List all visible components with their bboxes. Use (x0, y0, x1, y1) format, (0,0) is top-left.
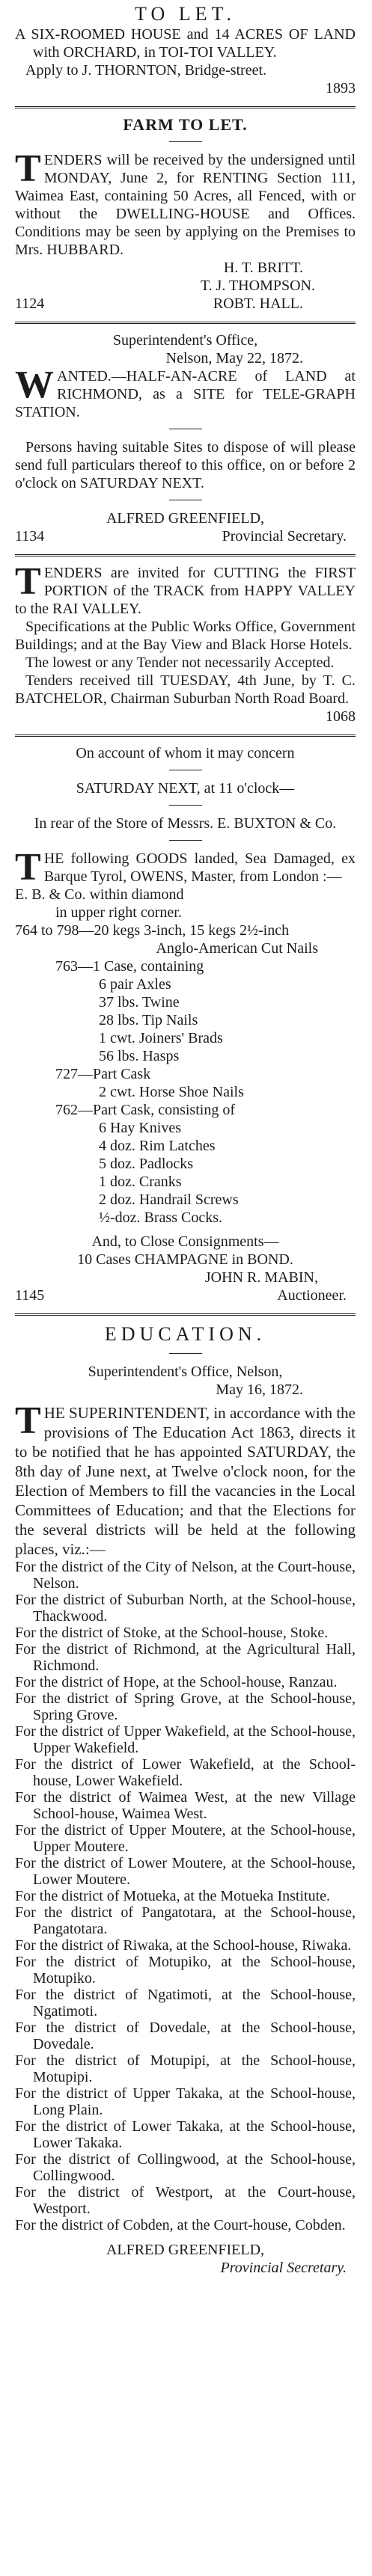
education-body: THE SUPERINTENDENT, in accordance with the provisions of The Education Act 1863, directs it to be notified that he has appointed SATURDAY, the 8th day of June next, at Twelve o'clock noon, for the Election of Members to fill the vacancies in the Local Committees of Education; and that the Elections for the several districts will be held at the following places, viz.:— (15, 1399, 356, 1558)
to-let-heading: TO LET. (135, 3, 236, 25)
short-rule (169, 141, 202, 142)
cask1-heading: 727—Part Cask (55, 1066, 151, 1082)
divider (15, 322, 356, 324)
sale-corner: in upper right corner. (55, 904, 182, 921)
sale-nails-line: 764 to 798—20 kegs 3-inch, 15 kegs 2½-inch (15, 922, 290, 939)
track-notice (15, 560, 356, 726)
district-item: For the district of Upper Wakefield, at the School-house, Upper Wakefield. (15, 1723, 356, 1756)
case1-list (15, 957, 356, 1065)
sale-title: Auctioneer. (277, 1287, 347, 1304)
list-item: 5 doz. Padlocks (99, 1156, 194, 1172)
farm-heading: FARM TO LET. (123, 115, 248, 134)
list-item: 1 doz. Cranks (99, 1174, 182, 1190)
short-rule (169, 805, 202, 806)
case1-heading: 763—1 Case, containing (55, 958, 204, 975)
district-item: For the district of Collingwood, at the School-house, Collingwood. (15, 2151, 356, 2184)
list-item: 56 lbs. Hasps (99, 1048, 180, 1064)
track-body: TENDERS are invited for CUTTING the FIRST PORTION of the TRACK from HAPPY VALLEY to the RAI VALLEY. (15, 560, 356, 617)
district-item: For the district of the City of Nelson, at the Court-house, Nelson. (15, 1559, 356, 1592)
sale-whom: On account of whom it may concern (76, 745, 295, 761)
district-item: For the district of Upper Takaka, at the School-house, Long Plain. (15, 2085, 356, 2118)
education-office: Superintendent's Office, Nelson, (88, 1364, 283, 1380)
cask2-heading: 762—Part Cask, consisting of (55, 1102, 235, 1118)
list-item: 6 Hay Knives (99, 1120, 181, 1136)
district-item: For the district of Motupipi, at the School-house, Motupipi. (15, 2052, 356, 2085)
list-item: 2 cwt. Horse Shoe Nails (99, 1084, 244, 1100)
list-item: 4 doz. Rim Latches (99, 1138, 216, 1154)
farm-body: TENDERS will be received by the undersigned until MONDAY, June 2, for RENTING Section 111, Waimea East, containing 50 Acres, all Fenced, with or without the DWELLING-HOUSE and Offices. Conditions may be seen by applying on the Premises to Mrs. HUBBARD. (15, 147, 356, 258)
district-item: For the district of Motueka, at the Motueka Institute. (15, 1888, 331, 1904)
district-item: For the district of Riwaka, at the School-house, Riwaka. (15, 1937, 352, 1954)
list-item: 28 lbs. Tip Nails (99, 1012, 198, 1028)
sale-footer (15, 1287, 356, 1304)
list-item: 6 pair Axles (99, 976, 171, 993)
to-let-apply: Apply to J. THORNTON, Bridge-street. (25, 62, 267, 79)
land-body2: Persons having suitable Sites to dispose of will please send full particulars thereof to this office, on or before 2 o'clock on SATURDAY NEXT. (15, 439, 356, 491)
district-item: For the district of Suburban North, at the School-house, Thackwood. (15, 1592, 356, 1625)
to-let-body: A SIX-ROOMED HOUSE and 14 ACRES OF LAND with ORCHARD, in TOI-TOI VALLEY. (15, 26, 356, 61)
sale-nails-kind: Anglo-American Cut Nails (156, 940, 318, 957)
sale-ref: 1145 (15, 1287, 45, 1304)
district-item: For the district of Stoke, at the School-house, Stoke. (15, 1625, 329, 1641)
education-date: May 16, 1872. (216, 1381, 303, 1398)
land-ref: 1134 (15, 528, 45, 545)
education-heading: EDUCATION. (104, 1323, 266, 1345)
track-body3: The lowest or any Tender not necessarily Accepted. (25, 654, 335, 671)
track-ref: 1068 (326, 708, 356, 725)
cask2-list (15, 1101, 356, 1227)
district-item: For the district of Upper Moutere, at the School-house, Upper Moutere. (15, 1822, 356, 1855)
district-item: For the district of Lower Wakefield, at the School-house, Lower Wakefield. (15, 1756, 356, 1789)
district-item: For the district of Lower Takaka, at the School-house, Lower Takaka. (15, 2118, 356, 2151)
farm-ref: 1124 (15, 295, 45, 312)
district-item: For the district of Spring Grove, at the School-house, Spring Grove. (15, 1690, 356, 1723)
district-item: For the district of Motupiko, at the School-house, Motupiko. (15, 1954, 356, 1987)
sale-when: SATURDAY NEXT, at 11 o'clock— (76, 780, 295, 797)
divider (15, 106, 356, 108)
farm-signer: ROBT. HALL. (213, 295, 303, 312)
land-body: WANTED.—HALF-AN-ACRE of LAND at RICHMOND, as a SITE for TELE-GRAPH STATION. (15, 364, 356, 420)
cask1-list (15, 1065, 356, 1101)
land-title: Provincial Secretary. (222, 528, 347, 545)
sale-intro: THE following GOODS landed, Sea Damaged, ex Barque Tyrol, OWENS, Master, from London :— (15, 846, 356, 889)
divider (15, 1313, 356, 1316)
sale-notice (15, 744, 356, 1304)
farm-notice (15, 116, 356, 313)
farm-signer: T. J. THOMPSON. (200, 277, 315, 294)
track-body4: Tenders received till TUESDAY, 4th June, by T. C. BATCHELOR, Chairman Suburban North Road Board. (15, 672, 356, 707)
list-item: ½-doz. Brass Cocks. (99, 1209, 222, 1226)
sale-where: In rear of the Store of Messrs. E. BUXTON & Co. (34, 815, 337, 832)
education-notice (15, 1323, 356, 2277)
divider (15, 554, 356, 556)
land-signer: ALFRED GREENFIELD, (106, 510, 265, 527)
education-signer: ALFRED GREENFIELD, (106, 2242, 265, 2258)
district-item: For the district of Dovedale, at the School-house, Dovedale. (15, 2020, 356, 2052)
divider (15, 735, 356, 737)
district-item: For the district of Westport, at the Court-house, Westport. (15, 2184, 356, 2217)
list-item: 1 cwt. Joiners' Brads (99, 1030, 223, 1046)
track-body2: Specifications at the Public Works Office, Government Buildings; and at the Bay View and Black Horse Hotels. (15, 619, 356, 653)
farm-footer (15, 295, 356, 313)
short-rule (169, 840, 202, 841)
district-item: For the district of Cobden, at the Court-house, Cobden. (15, 2217, 346, 2233)
district-item: For the district of Pangatotara, at the School-house, Pangatotara. (15, 1904, 356, 1937)
sale-mark: E. B. & Co. within diamond (15, 886, 184, 903)
land-notice (15, 331, 356, 545)
to-let-notice (15, 0, 356, 97)
to-let-ref: 1893 (326, 80, 356, 96)
district-item: For the district of Waimea West, at the new Village School-house, Waimea West. (15, 1789, 356, 1822)
list-item: 2 doz. Handrail Screws (99, 1192, 239, 1208)
short-rule (169, 1353, 202, 1354)
sale-champagne: 10 Cases CHAMPAGNE in BOND. (77, 1251, 293, 1268)
farm-signer: H. T. BRITT. (223, 260, 303, 276)
land-date: Nelson, May 22, 1872. (165, 350, 303, 367)
district-item: For the district of Ngatimoti, at the School-house, Ngatimoti. (15, 1987, 356, 2020)
list-item: 37 lbs. Twine (99, 994, 180, 1011)
land-footer (15, 527, 356, 545)
district-item: For the district of Lower Moutere, at the School-house, Lower Moutere. (15, 1855, 356, 1888)
land-office: Superintendent's Office, (112, 332, 258, 349)
district-item: For the district of Richmond, at the Agricultural Hall, Richmond. (15, 1641, 356, 1674)
district-item: For the district of Hope, at the School-house, Ranzau. (15, 1674, 338, 1690)
sale-auctioneer: JOHN R. MABIN, (204, 1269, 318, 1286)
sale-close: And, to Close Consignments— (91, 1233, 279, 1250)
education-title: Provincial Secretary. (220, 2260, 347, 2276)
district-list (15, 1559, 356, 2233)
